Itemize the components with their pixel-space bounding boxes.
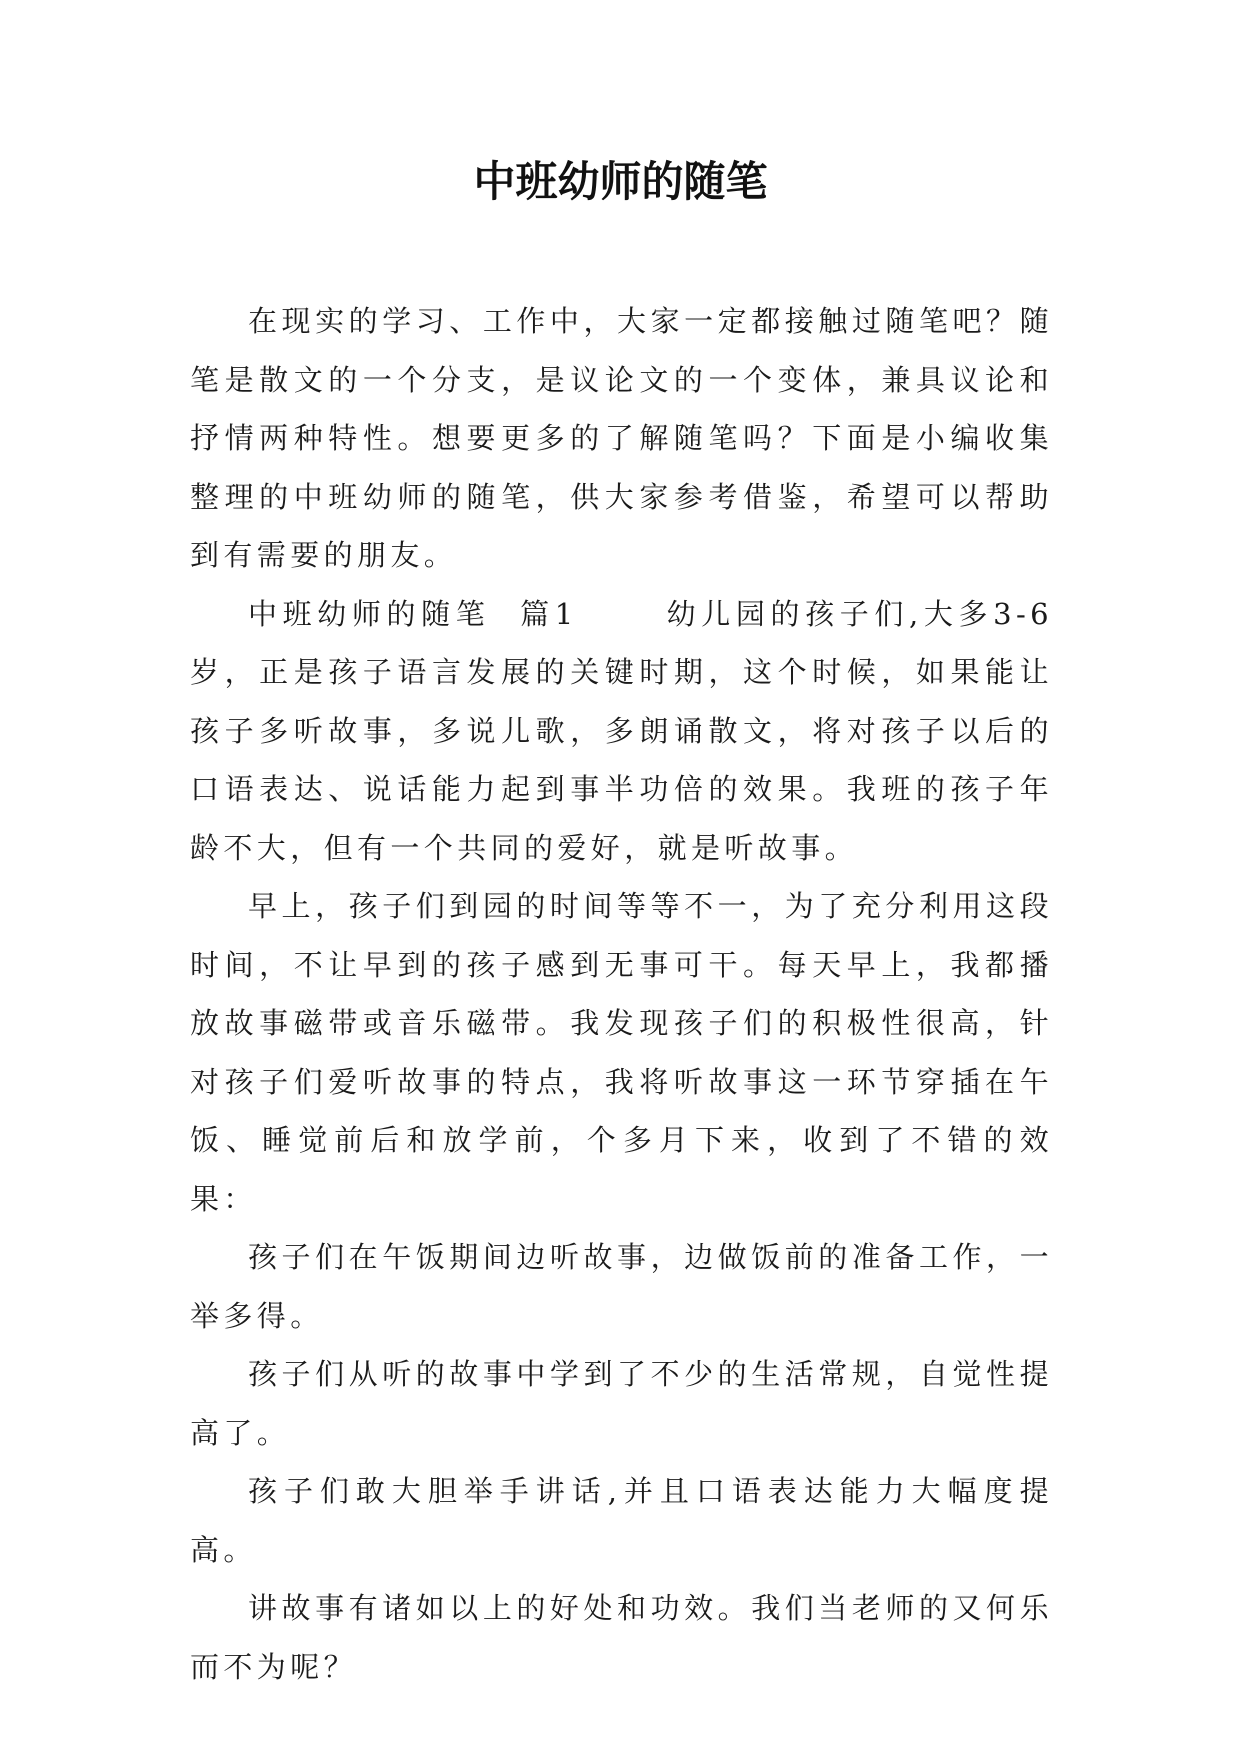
paragraph-routine: 孩子们从听的故事中学到了不少的生活常规，自觉性提高了。 xyxy=(190,1357,1053,1450)
paragraph-speaking: 孩子们敢大胆举手讲话,并且口语表达能力大幅度提高。 xyxy=(190,1474,1053,1567)
paragraph-section-1: 中班幼师的随笔 篇1 幼儿园的孩子们,大多3-6岁，正是孩子语言发展的关键时期，这个时候，如果能让孩子多听故事，多说儿歌，多朗诵散文，将对孩子以后的口语表达、说话能力起到事半功倍的效果。我班的孩子年龄不大，但有一个共同的爱好，就是听故事。 xyxy=(190,596,1053,865)
paragraph-intro: 在现实的学习、工作中，大家一定都接触过随笔吧？随笔是散文的一个分支，是议论文的一个变体，兼具议论和抒情两种特性。想要更多的了解随笔吗？下面是小编收集整理的中班幼师的随笔，供大家参考借鉴，希望可以帮助到有需要的朋友。 xyxy=(190,304,1053,572)
document-body xyxy=(190,292,1053,1696)
document-title: 中班幼师的随笔 xyxy=(473,157,768,206)
paragraph-conclusion: 讲故事有诸如以上的好处和功效。我们当老师的又何乐而不为呢？ xyxy=(190,1591,1053,1684)
paragraph-lunch: 孩子们在午饭期间边听故事，边做饭前的准备工作，一举多得。 xyxy=(190,1240,1053,1333)
paragraph-morning: 早上，孩子们到园的时间等等不一，为了充分利用这段时间，不让早到的孩子感到无事可干。每天早上，我都播放故事磁带或音乐磁带。我发现孩子们的积极性很高，针对孩子们爱听故事的特点，我将听故事这一环节穿插在午饭、睡觉前后和放学前，个多月下来，收到了不错的效果： xyxy=(190,889,1053,1216)
